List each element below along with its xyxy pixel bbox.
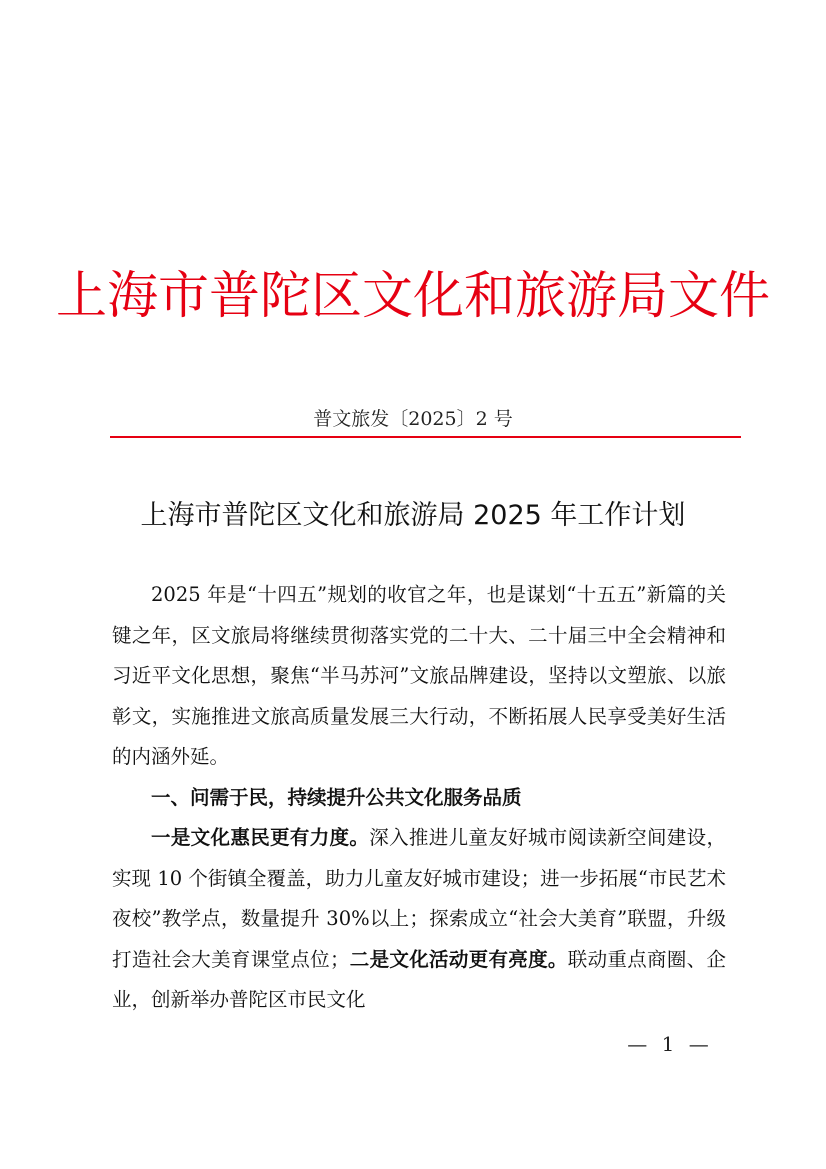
item-text: 深入推进儿童友好城市阅读新空间建设，实现 10 个街镇全覆盖，助力儿童友好城市建设；进一步拓展“市民艺术夜校”教学点，数量提升 30%以上；探索成立“社会大美育”联盟，升级打造社会大美育课堂点位； — [112, 826, 726, 971]
section-heading: 一、问需于民，持续提升公共文化服务品质 — [151, 785, 522, 809]
document-title: 上海市普陀区文化和旅游局 2025 年工作计划 — [140, 500, 686, 531]
body-paragraph — [112, 818, 726, 1021]
item-lead: 一是文化惠民更有力度。 — [151, 826, 370, 849]
intro-paragraph: 2025 年是“十四五”规划的收官之年，也是谋划“十五五”新篇的关键之年，区文旅局将继续贯彻落实党的二十大、二十届三中全会精神和习近平文化思想，聚焦“半马苏河”文旅品牌建设，坚持以文塑旅、以旅彰文，实施推进文旅高质量发展三大行动，不断拓展人民享受美好生活的内涵外延。 — [112, 583, 726, 768]
document-number: 普文旅发〔2025〕2 号 — [313, 408, 513, 430]
document-body — [112, 575, 726, 1021]
agency-header-title: 上海市普陀区文化和旅游局文件 — [55, 267, 770, 326]
page-number: — 1 — — [627, 1032, 713, 1056]
red-divider-line — [110, 436, 741, 438]
item-text: 联动重点商圈、企业，创新举办普陀区市民文化 — [112, 947, 726, 1011]
item-lead: 二是文化活动更有亮度。 — [349, 947, 568, 971]
